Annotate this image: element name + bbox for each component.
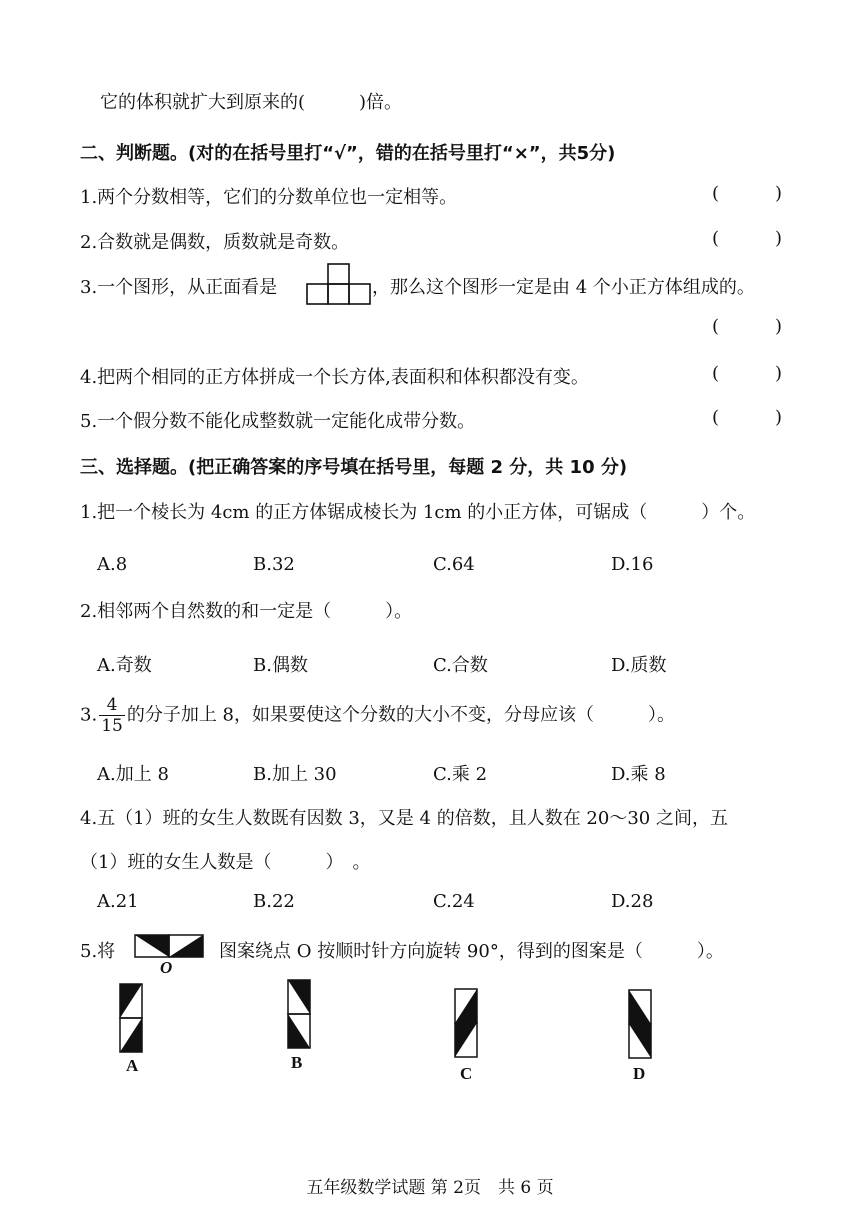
answer-paren-5[interactable]: ( ) — [712, 407, 782, 428]
judge-item-1: 1.两个分数相等，它们的分数单位也一定相等。 — [80, 187, 458, 208]
judge-item-5: 5.一个假分数不能化成整数就一定能化成带分数。 — [80, 411, 476, 432]
judge-item-4: 4.把两个相同的正方体拼成一个长方体,表面积和体积都没有变。 — [80, 367, 589, 388]
q4-option-c[interactable]: C.24 — [433, 891, 475, 912]
q1-option-c[interactable]: C.64 — [433, 554, 475, 575]
section2-title: 二、判断题。(对的在括号里打“√”，错的在括号里打“×”，共5分) — [80, 143, 616, 164]
q2-option-a[interactable]: A.奇数 — [97, 655, 152, 676]
choice-q2: 2.相邻两个自然数的和一定是（ ）。 — [80, 601, 413, 622]
choice-q3 — [80, 695, 675, 736]
answer-paren-1[interactable]: ( ) — [712, 183, 782, 204]
q1-option-d[interactable]: D.16 — [611, 554, 654, 575]
answer-paren-2[interactable]: ( ) — [712, 228, 782, 249]
q3-number: 3. — [80, 704, 98, 726]
q5-option-b-label[interactable]: B — [291, 1053, 303, 1072]
q1-option-b[interactable]: B.32 — [253, 554, 295, 575]
q3-option-d[interactable]: D.乘 8 — [611, 764, 666, 785]
choice-q5: 图案绕点 O 按顺时针方向旋转 90°，得到的图案是（ ）。 — [219, 941, 724, 962]
judge-item-3-prefix: 3.一个图形，从正面看是 — [80, 277, 278, 298]
q1-option-a[interactable]: A.8 — [97, 554, 128, 575]
point-o-label: O — [160, 958, 173, 977]
judge-item-2: 2.合数就是偶数，质数就是奇数。 — [80, 232, 350, 253]
q4-option-d[interactable]: D.28 — [611, 891, 654, 912]
front-view-figure — [306, 262, 372, 306]
q5-option-a-label[interactable]: A — [126, 1056, 139, 1075]
q5-option-c-figure[interactable] — [454, 988, 478, 1058]
q3-text: 的分子加上 8，如果要使这个分数的大小不变，分母应该（ ）。 — [126, 704, 675, 726]
q5-option-b-figure[interactable] — [287, 979, 311, 1049]
q5-option-d-figure[interactable] — [628, 989, 652, 1059]
choice-q4-line2: （1）班的女生人数是（ ） 。 — [80, 852, 371, 873]
choice-q5-prefix: 5.将 — [80, 941, 116, 962]
q4-option-b[interactable]: B.22 — [253, 891, 295, 912]
q2-option-c[interactable]: C.合数 — [433, 655, 488, 676]
page-footer: 五年级数学试题 第 2页 共 6 页 — [306, 1178, 554, 1198]
q2-option-b[interactable]: B.偶数 — [253, 655, 308, 676]
answer-paren-4[interactable]: ( ) — [712, 363, 782, 384]
q3-option-b[interactable]: B.加上 30 — [253, 764, 337, 785]
q2-option-d[interactable]: D.质数 — [611, 655, 667, 676]
choice-q1: 1.把一个棱长为 4cm 的正方体锯成棱长为 1cm 的小正方体，可锯成（ ）个。 — [80, 502, 756, 523]
q3-option-a[interactable]: A.加上 8 — [97, 764, 169, 785]
fraction-4-15: $\frac{4}{15}$ — [101, 695, 123, 736]
q5-option-a-figure[interactable] — [119, 983, 143, 1053]
q5-option-d-label[interactable]: D — [633, 1064, 646, 1083]
section3-title: 三、选择题。(把正确答案的序号填在括号里，每题 2 分，共 10 分) — [80, 457, 628, 478]
rotation-source-figure — [134, 934, 204, 960]
judge-item-3: ，那么这个图形一定是由 4 个小正方体组成的。 — [372, 277, 755, 298]
q5-option-c-label[interactable]: C — [460, 1064, 473, 1083]
choice-q4-line1: 4.五（1）班的女生人数既有因数 3，又是 4 的倍数，且人数在 20～30 之间，五 — [80, 808, 728, 829]
q3-option-c[interactable]: C.乘 2 — [433, 764, 488, 785]
continued-question-line: 它的体积就扩大到原来的( )倍。 — [100, 92, 403, 113]
q4-option-a[interactable]: A.21 — [97, 891, 139, 912]
answer-paren-3[interactable]: ( ) — [712, 316, 782, 337]
